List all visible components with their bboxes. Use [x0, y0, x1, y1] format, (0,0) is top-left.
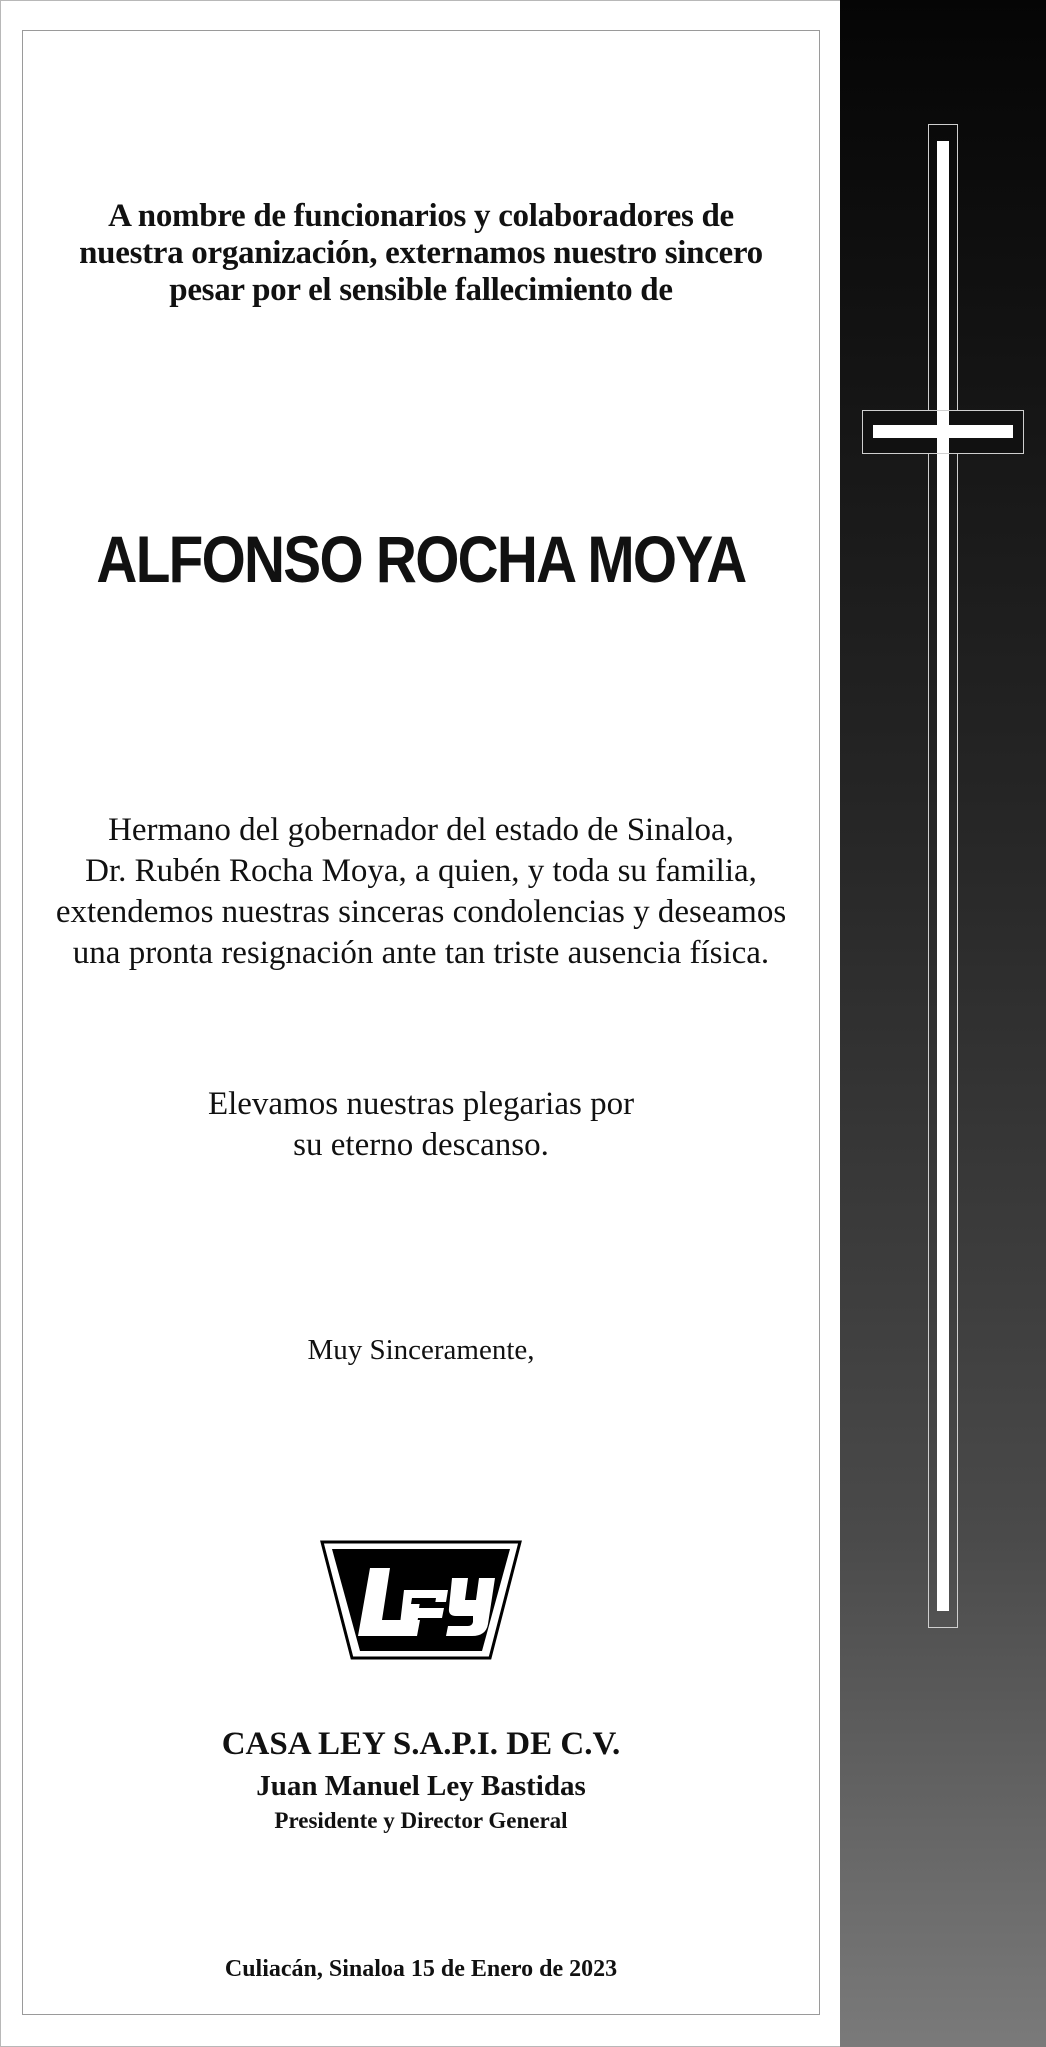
cross-icon: [928, 124, 958, 1628]
condolence-line: Dr. Rubén Rocha Moya, a quien, y toda su familia,: [85, 853, 757, 889]
prayer-paragraph: [22, 1084, 820, 1166]
ley-logo-icon: [22, 1538, 820, 1662]
intro-line: A nombre de funcionarios y colaboradores de: [108, 198, 734, 234]
condolence-line: una pronta resignación ante tan triste ausencia física.: [72, 935, 770, 971]
cross-icon-center: [937, 411, 949, 453]
prayer-line: Elevamos nuestras plegarias por: [207, 1086, 635, 1122]
deceased-name: ALFONSO ROCHA MOYA: [96, 522, 746, 596]
closing-salutation: Muy Sinceramente,: [307, 1334, 535, 1366]
condolence-line: extendemos nuestras sinceras condolencias y deseamos: [55, 894, 787, 930]
signer-name: Juan Manuel Ley Bastidas: [256, 1770, 586, 1802]
company-name: CASA LEY S.A.P.I. DE C.V.: [221, 1726, 621, 1762]
condolence-line: Hermano del gobernador del estado de Sinaloa,: [108, 812, 734, 848]
intro-line: nuestra organización, externamos nuestro sincero: [79, 235, 763, 271]
content-frame: [22, 30, 820, 2015]
place-and-date: Culiacán, Sinaloa 15 de Enero de 2023: [224, 1956, 618, 1982]
signer-title: Presidente y Director General: [274, 1808, 568, 1833]
intro-line: pesar por el sensible fallecimiento de: [169, 272, 673, 308]
intro-paragraph: [22, 198, 820, 309]
prayer-line: su eterno descanso.: [293, 1127, 549, 1163]
condolence-paragraph: [22, 810, 820, 974]
